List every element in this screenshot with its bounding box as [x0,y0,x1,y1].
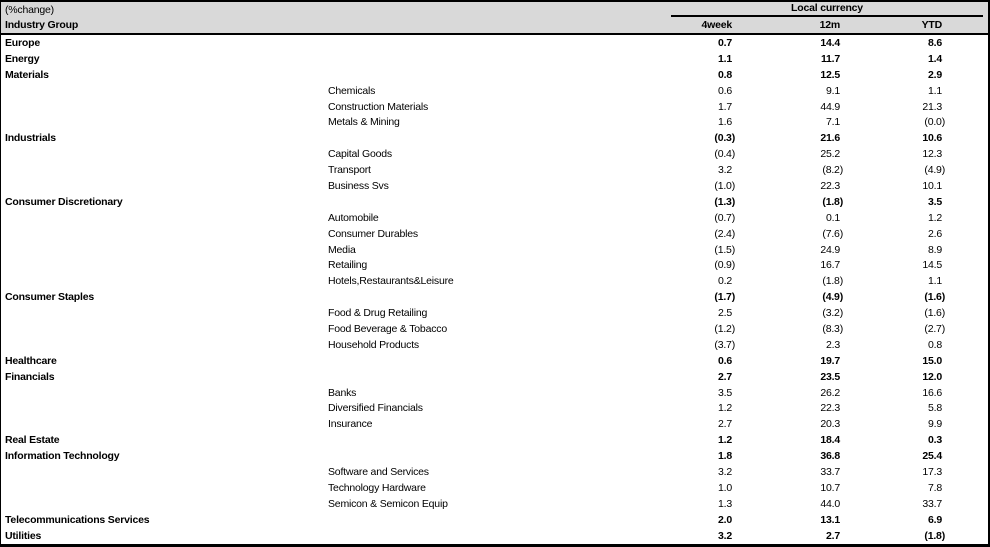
value-cell-4week: 1.2 [718,434,732,447]
industry-group-label: Telecommunications Services [5,513,150,526]
value-cell-12m: 25.2 [820,148,840,161]
value-cell-4week: (1.5) [714,243,735,256]
table-row [1,353,988,369]
value-cell-4week: 3.5 [718,386,732,399]
value-cell-ytd: 2.6 [928,227,942,240]
pct-change-label: (%change) [5,4,54,16]
value-cell-ytd: 33.7 [922,497,942,510]
value-cell-4week: (1.3) [714,195,735,208]
sub-industry-label: Semicon & Semicon Equip [328,497,448,510]
header-row-currency [1,2,988,17]
value-cell-12m: 44.0 [820,497,840,510]
table-row [1,210,988,226]
value-cell-12m: 20.3 [820,418,840,431]
value-cell-12m: 44.9 [820,100,840,113]
value-cell-12m: 10.7 [820,481,840,494]
column-header-12m: 12m [819,19,840,31]
table-row [1,130,988,146]
value-cell-ytd: 17.3 [922,465,942,478]
value-cell-4week: 1.1 [718,52,732,65]
value-cell-12m: 22.3 [820,179,840,192]
value-cell-ytd: 6.9 [928,513,942,526]
value-cell-12m: 0.1 [826,211,840,224]
value-cell-ytd: (1.8) [924,529,945,542]
header-row-columns [1,17,988,33]
value-cell-ytd: 10.6 [922,132,942,145]
value-cell-ytd: 0.8 [928,338,942,351]
sub-industry-label: Software and Services [328,465,429,478]
table-body [1,35,988,544]
table-row [1,67,988,83]
table-row [1,226,988,242]
value-cell-ytd: 2.9 [928,68,942,81]
sub-industry-label: Automobile [328,211,379,224]
industry-group-label: Real Estate [5,434,60,447]
value-cell-12m: 36.8 [820,450,840,463]
value-cell-4week: (0.7) [714,211,735,224]
value-cell-4week: 2.5 [718,307,732,320]
sub-industry-label: Construction Materials [328,100,429,113]
value-cell-12m: 22.3 [820,402,840,415]
value-cell-4week: 1.8 [718,450,732,463]
table-row [1,432,988,448]
value-cell-ytd: (1.6) [924,307,945,320]
value-cell-12m: 26.2 [820,386,840,399]
value-cell-12m: 19.7 [820,354,840,367]
value-cell-ytd: 12.0 [922,370,942,383]
value-cell-ytd: 1.1 [928,84,942,97]
value-cell-4week: 2.0 [718,513,732,526]
value-cell-12m: 7.1 [826,116,840,129]
local-currency-group-header: Local currency [671,2,983,17]
value-cell-4week: 3.2 [718,529,732,542]
industry-group-label: Consumer Discretionary [5,195,123,208]
value-cell-12m: 16.7 [820,259,840,272]
table-row [1,321,988,337]
industry-group-label: Industrials [5,132,56,145]
value-cell-ytd: (4.9) [924,164,945,177]
value-cell-12m: 33.7 [820,465,840,478]
table-row [1,369,988,385]
value-cell-4week: (0.9) [714,259,735,272]
value-cell-4week: 1.7 [718,100,732,113]
industry-group-label: Consumer Staples [5,291,94,304]
value-cell-ytd: 21.3 [922,100,942,113]
value-cell-12m: (7.6) [822,227,843,240]
value-cell-ytd: 8.9 [928,243,942,256]
value-cell-12m: 13.1 [820,513,840,526]
table-row [1,337,988,353]
table-row [1,242,988,258]
table-row [1,114,988,130]
value-cell-ytd: 7.8 [928,481,942,494]
value-cell-ytd: 1.1 [928,275,942,288]
sub-industry-label: Banks [328,386,357,399]
value-cell-ytd: 25.4 [922,450,942,463]
value-cell-ytd: 14.5 [922,259,942,272]
value-cell-ytd: 16.6 [922,386,942,399]
sub-industry-label: Chemicals [328,84,376,97]
sub-industry-label: Transport [328,164,371,177]
industry-group-label: Energy [5,52,40,65]
table-row [1,51,988,67]
table-header [1,2,988,35]
value-cell-12m: 2.7 [826,529,840,542]
value-cell-4week: (3.7) [714,338,735,351]
value-cell-4week: (0.4) [714,148,735,161]
value-cell-4week: (1.7) [714,291,735,304]
table-row [1,448,988,464]
table-row [1,480,988,496]
table-row [1,146,988,162]
value-cell-ytd: 1.4 [928,52,942,65]
sub-industry-label: Food & Drug Retailing [328,307,428,320]
value-cell-ytd: (2.7) [924,322,945,335]
value-cell-ytd: (0.0) [924,116,945,129]
value-cell-12m: 24.9 [820,243,840,256]
sub-industry-label: Hotels,Restaurants&Leisure [328,275,454,288]
sub-industry-label: Consumer Durables [328,227,418,240]
sub-industry-label: Retailing [328,259,368,272]
table-row [1,416,988,432]
value-cell-4week: 0.2 [718,275,732,288]
value-cell-12m: 18.4 [820,434,840,447]
sub-industry-label: Diversified Financials [328,402,423,415]
value-cell-12m: 11.7 [820,52,840,65]
value-cell-12m: 23.5 [820,370,840,383]
table-row [1,512,988,528]
value-cell-4week: (1.2) [714,322,735,335]
value-cell-ytd: 15.0 [922,354,942,367]
value-cell-4week: 2.7 [718,370,732,383]
value-cell-ytd: 8.6 [928,36,942,49]
value-cell-4week: 1.6 [718,116,732,129]
table-row [1,273,988,289]
table-row [1,400,988,416]
industry-group-label: Healthcare [5,354,57,367]
value-cell-ytd: 0.3 [928,434,942,447]
value-cell-ytd: 12.3 [922,148,942,161]
value-cell-12m: (4.9) [822,291,843,304]
value-cell-4week: 0.6 [718,354,732,367]
value-cell-12m: (1.8) [822,275,843,288]
value-cell-4week: 3.2 [718,465,732,478]
value-cell-4week: 3.2 [718,164,732,177]
value-cell-ytd: 1.2 [928,211,942,224]
value-cell-ytd: 9.9 [928,418,942,431]
table-row [1,464,988,480]
table-row [1,385,988,401]
value-cell-4week: (2.4) [714,227,735,240]
value-cell-12m: 12.5 [820,68,840,81]
value-cell-4week: (0.3) [714,132,735,145]
column-header-4week: 4week [701,19,732,31]
sub-industry-label: Technology Hardware [328,481,426,494]
table-row [1,289,988,305]
value-cell-12m: (3.2) [822,307,843,320]
value-cell-12m: (8.3) [822,322,843,335]
sub-industry-label: Capital Goods [328,148,392,161]
industry-group-label: Financials [5,370,55,383]
value-cell-12m: (8.2) [822,164,843,177]
table-row [1,305,988,321]
industry-group-label: Europe [5,36,40,49]
sub-industry-label: Household Products [328,338,419,351]
value-cell-4week: 1.3 [718,497,732,510]
sub-industry-label: Insurance [328,418,373,431]
value-cell-4week: 0.8 [718,68,732,81]
table-row [1,35,988,51]
industry-group-label: Materials [5,68,49,81]
sub-industry-label: Food Beverage & Tobacco [328,322,447,335]
value-cell-4week: 1.2 [718,402,732,415]
value-cell-4week: 1.0 [718,481,732,494]
value-cell-12m: (1.8) [822,195,843,208]
column-header-ytd: YTD [921,19,942,31]
table-row [1,528,988,544]
sub-industry-label: Metals & Mining [328,116,400,129]
value-cell-12m: 9.1 [826,84,840,97]
sub-industry-label: Media [328,243,356,256]
industry-group-label: Information Technology [5,450,120,463]
table-row [1,178,988,194]
value-cell-4week: 2.7 [718,418,732,431]
value-cell-12m: 14.4 [820,36,840,49]
industry-group-header: Industry Group [5,19,79,31]
table-row [1,496,988,512]
value-cell-ytd: 3.5 [928,195,942,208]
value-cell-4week: 0.7 [718,36,732,49]
value-cell-ytd: 10.1 [922,179,942,192]
table-row [1,194,988,210]
value-cell-4week: (1.0) [714,179,735,192]
value-cell-12m: 2.3 [826,338,840,351]
table-row [1,99,988,115]
table-row [1,83,988,99]
table-row [1,162,988,178]
value-cell-12m: 21.6 [820,132,840,145]
table-row [1,257,988,273]
value-cell-ytd: 5.8 [928,402,942,415]
value-cell-ytd: (1.6) [924,291,945,304]
sub-industry-label: Business Svs [328,179,389,192]
value-cell-4week: 0.6 [718,84,732,97]
industry-group-label: Utilities [5,529,42,542]
